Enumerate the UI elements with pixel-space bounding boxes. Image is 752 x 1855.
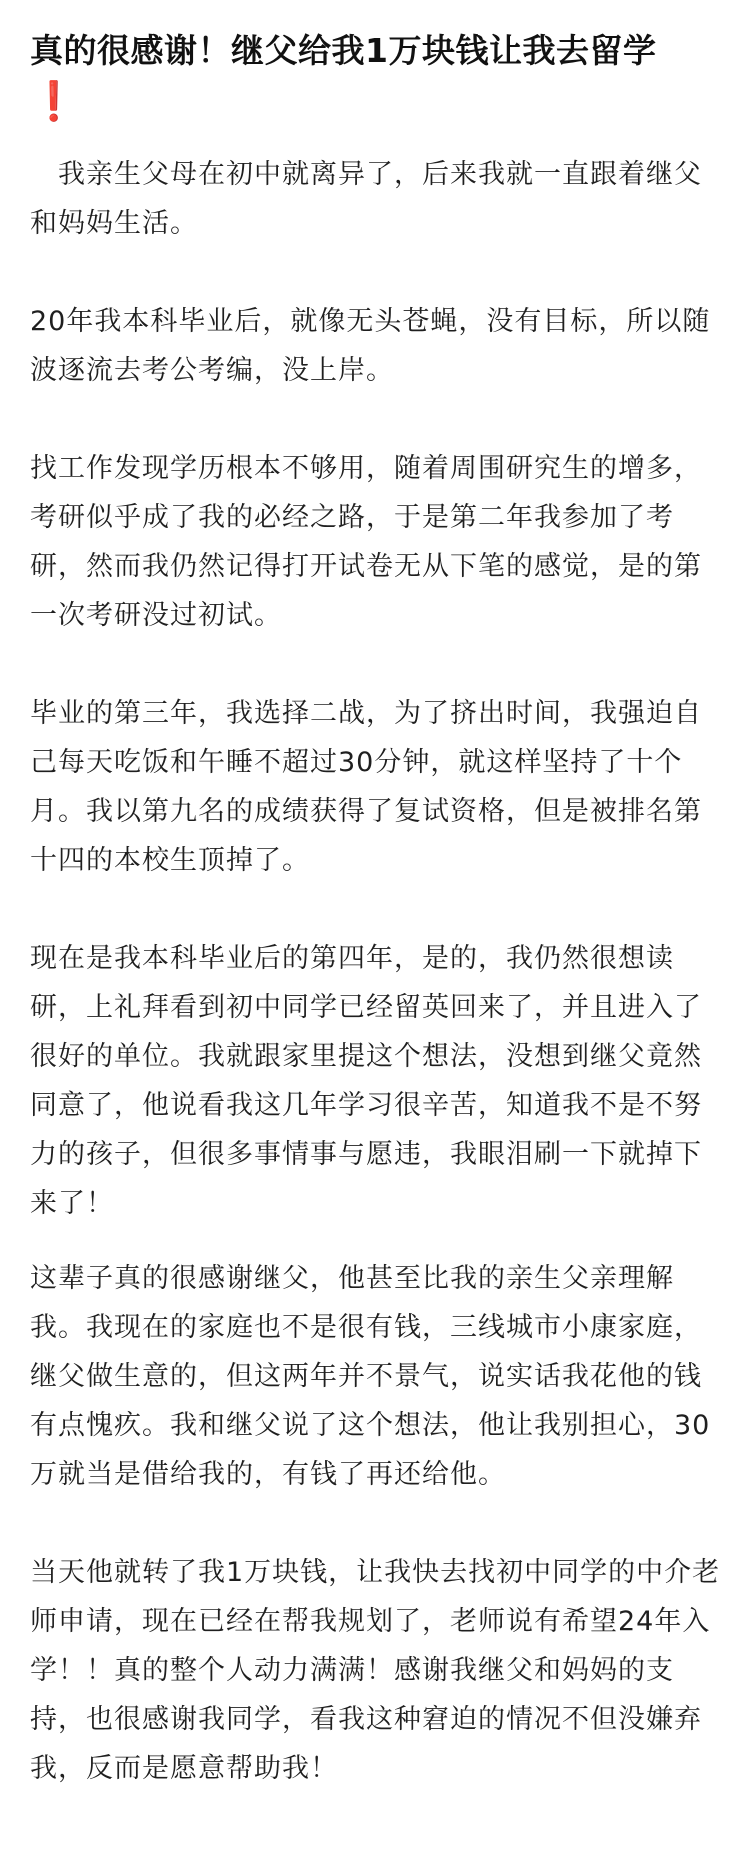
paragraph-5: 现在是我本科毕业后的第四年，是的，我仍然很想读研，上礼拜看到初中同学已经留英回来了，并且进入了很好的单位。我就跟家里提这个想法，没想到继父竟然同意了，他说看我这几年学习很辛苦，知道我不是不努力的孩子，但很多事情事与愿违，我眼泪刷一下就掉下来了！ — [30, 943, 702, 1219]
post-title-text: 真的很感谢！继父给我1万块钱让我去留学 — [30, 31, 657, 70]
paragraph-spacer — [30, 395, 722, 444]
paragraph-1: 我亲生父母在初中就离异了，后来我就一直跟着继父和妈妈生活。 — [30, 159, 702, 239]
paragraph-7: 当天他就转了我1万块钱，让我快去找初中同学的中介老师申请，现在已经在帮我规划了，老师说有希望24年入学！！真的整个人动力满满！感谢我继父和妈妈的支持，也很感谢我同学，看我这种窘迫的情况不但没嫌弃我，反而是愿意帮助我！ — [30, 1557, 721, 1784]
paragraph-6: 这辈子真的很感谢继父，他甚至比我的亲生父亲理解我。我现在的家庭也不是很有钱，三线城市小康家庭，继父做生意的，但这两年并不景气，说实话我花他的钱有点愧疚。我和继父说了这个想法，他让我别担心，30万就当是借给我的，有钱了再还给他。 — [30, 1263, 711, 1490]
paragraph-3: 找工作发现学历根本不够用，随着周围研究生的增多，考研似乎成了我的必经之路，于是第二年我参加了考研，然而我仍然记得打开试卷无从下笔的感觉，是的第一次考研没过初试。 — [30, 453, 702, 631]
paragraph-2: 20年我本科毕业后，就像无头苍蝇，没有目标，所以随波逐流去考公考编，没上岸。 — [30, 306, 711, 386]
post-body — [30, 150, 722, 1793]
post-title — [30, 0, 722, 128]
paragraph-spacer — [30, 885, 722, 934]
paragraph-spacer — [30, 1499, 722, 1548]
red-exclamation-icon: ❗ — [30, 79, 78, 123]
paragraph-4: 毕业的第三年，我选择二战，为了挤出时间，我强迫自己每天吃饭和午睡不超过30分钟，就这样坚持了十个月。我以第九名的成绩获得了复试资格，但是被排名第十四的本校生顶掉了。 — [30, 698, 702, 876]
paragraph-spacer — [30, 248, 722, 297]
paragraph-spacer — [30, 1228, 722, 1254]
paragraph-spacer — [30, 640, 722, 689]
